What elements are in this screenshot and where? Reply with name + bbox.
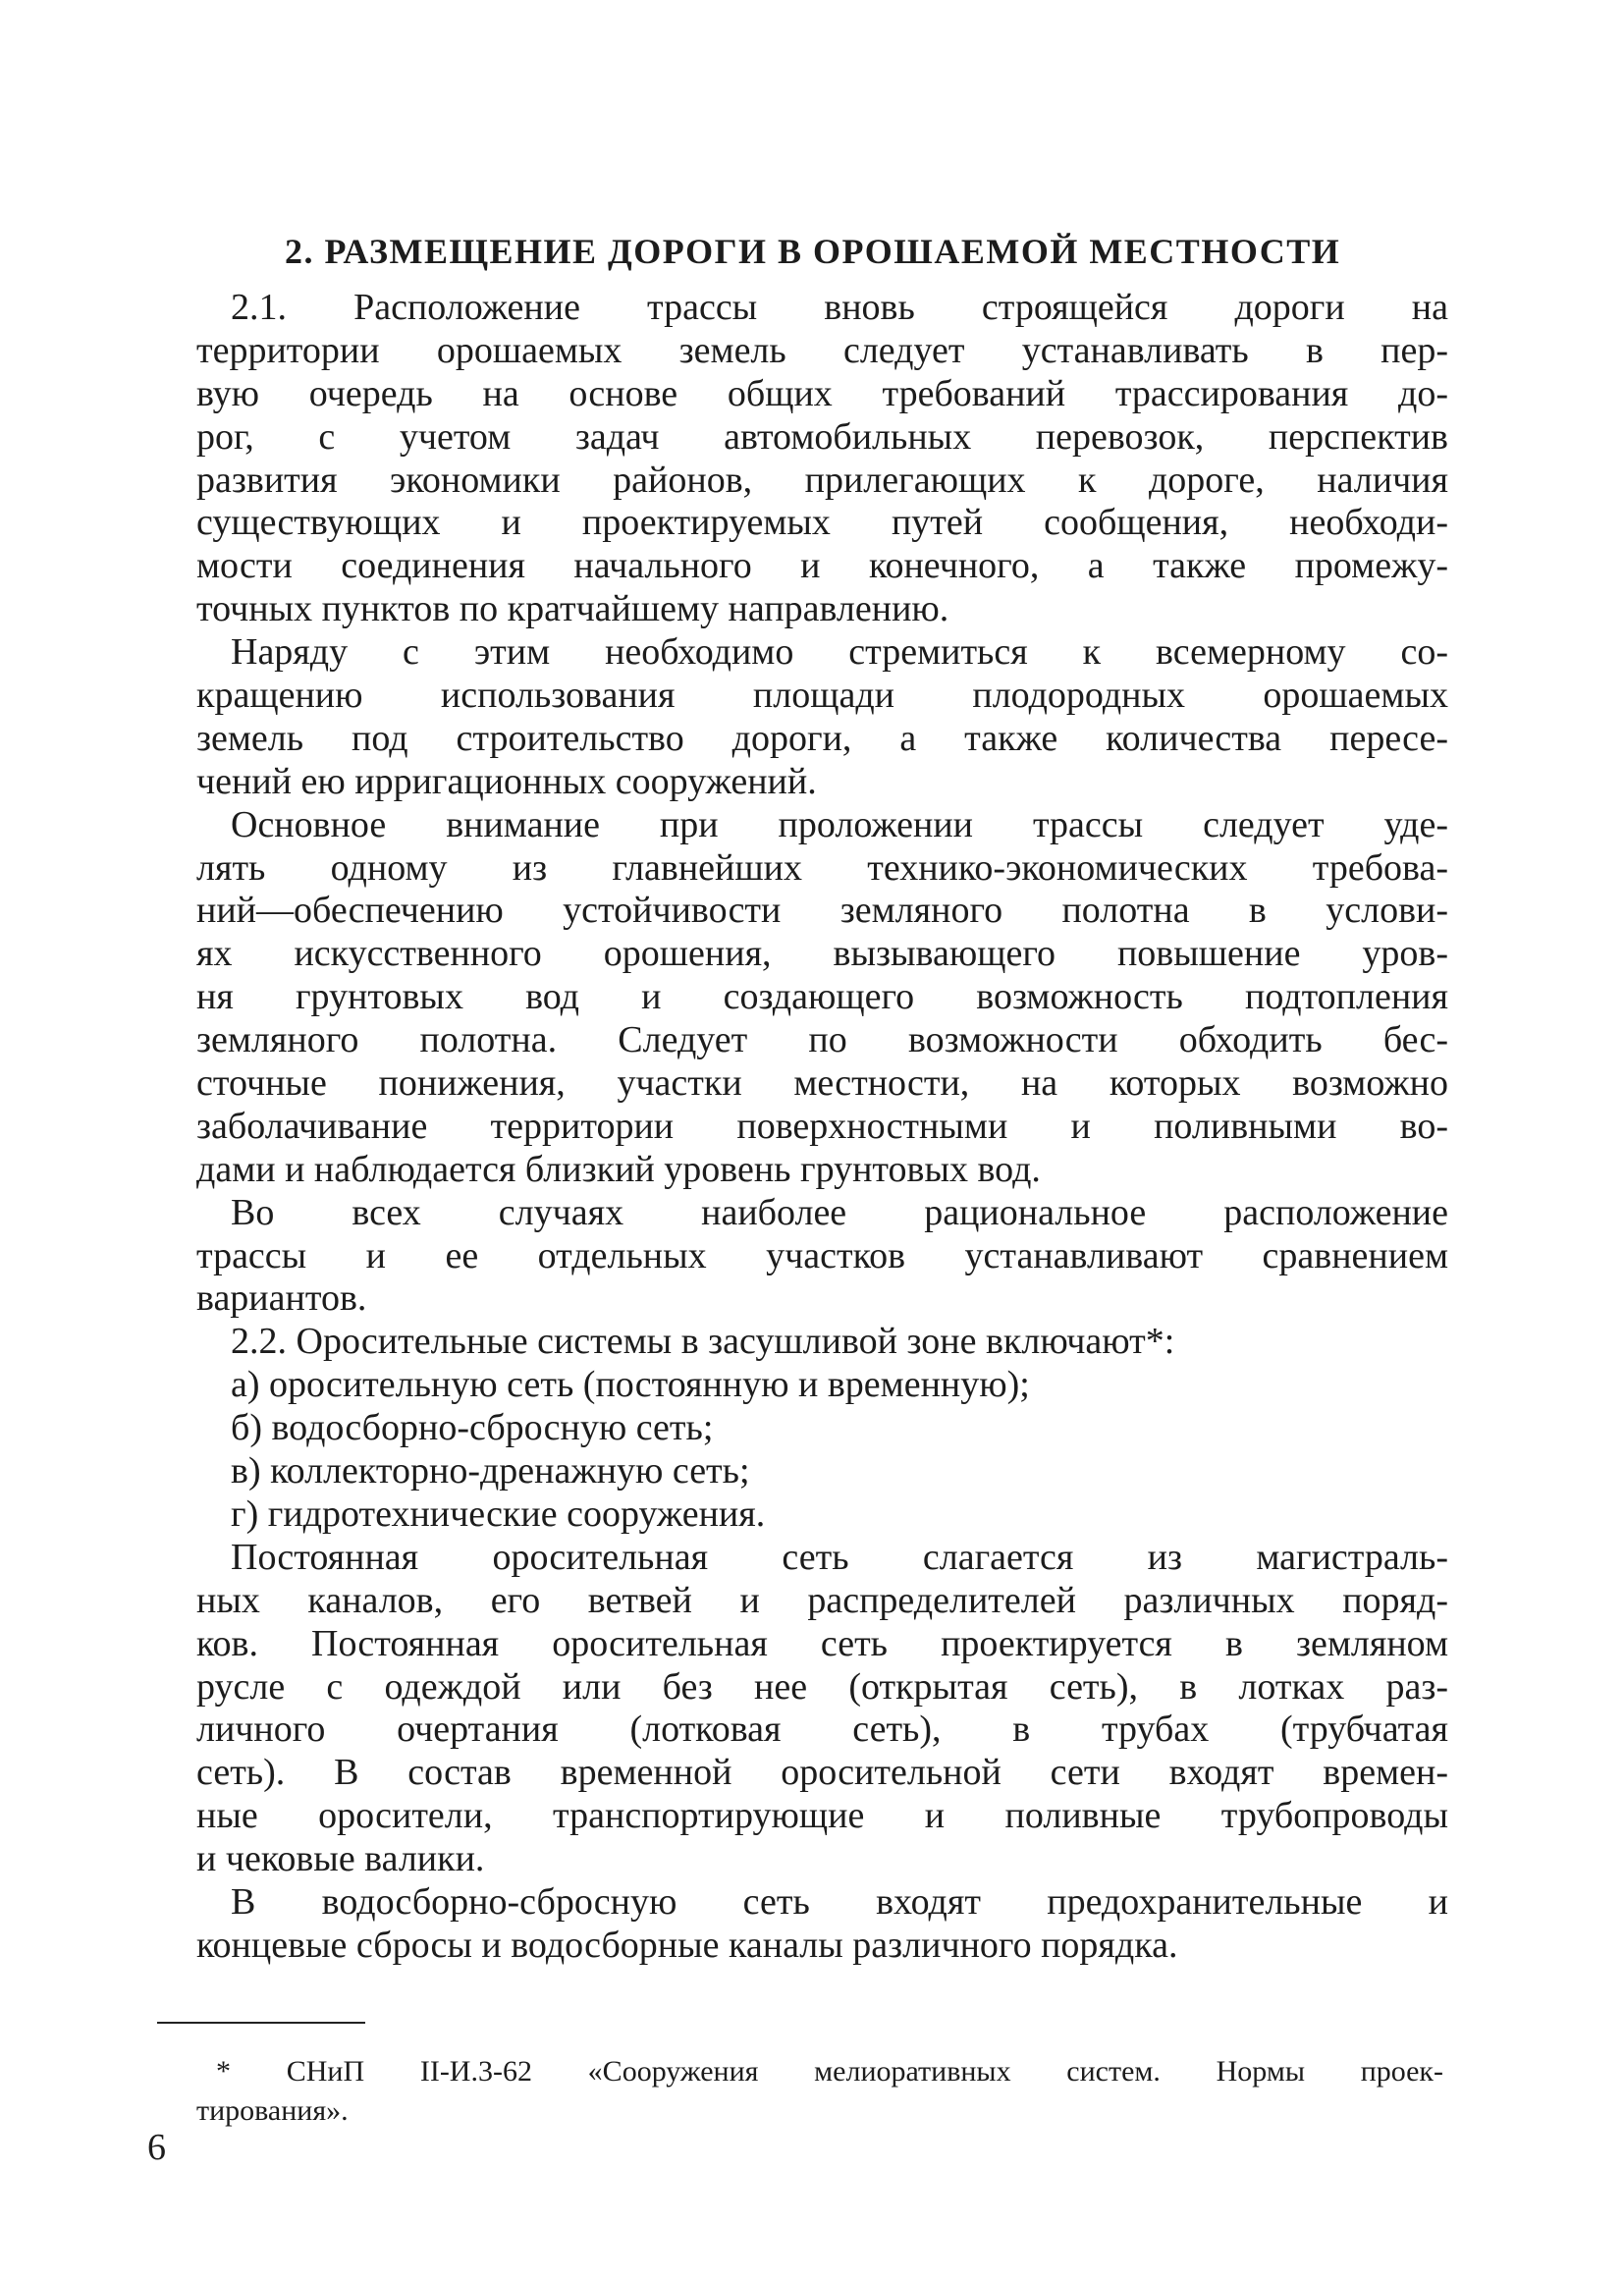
text-line: чений ею ирригационных сооружений. <box>196 760 817 802</box>
body-text <box>196 287 1448 1968</box>
text-line: в) коллекторно-дренажную сеть; <box>231 1450 750 1492</box>
text-line: лять одному из главнейших технико-экономических требова- <box>196 846 1448 889</box>
text-line: вариантов. <box>196 1277 367 1320</box>
text-line: русле с одеждой или без нее (открытая сеть), в лотках раз- <box>196 1665 1448 1708</box>
text-line: кращению использования площади плодородных орошаемых <box>196 675 1448 717</box>
text-line: ний—обеспечению устойчивости земляного полотна в услови- <box>196 890 1448 932</box>
text-line: 2.1. Расположение трассы вновь строящейся дороги на <box>231 287 1448 328</box>
text-line: а) оросительную сеть (постоянную и временную); <box>231 1364 1030 1406</box>
text-line: рог, с учетом задач автомобильных перевозок, перспектив <box>196 415 1448 458</box>
text-line: и чековые валики. <box>196 1838 485 1880</box>
text-line: В водосборно-сбросную сеть входят предохранительные и <box>231 1880 1448 1923</box>
footnote <box>196 2052 1443 2131</box>
text-line: ных каналов, его ветвей и распределителей различных поряд- <box>196 1579 1448 1621</box>
text-line: территории орошаемых земель следует устанавливать в пер- <box>196 329 1448 371</box>
page-number: 6 <box>147 2127 166 2168</box>
text-line: Постоянная оросительная сеть слагается из магистраль- <box>231 1536 1448 1578</box>
text-line: 2.2. Оросительные системы в засушливой зоне включают*: <box>231 1321 1175 1363</box>
text-line: развития экономики районов, прилегающих к дороге, наличия <box>196 459 1448 501</box>
text-line: ков. Постоянная оросительная сеть проектируется в земляном <box>196 1622 1448 1664</box>
text-line: вую очередь на основе общих требований трассирования до- <box>196 372 1448 414</box>
text-line: дами и наблюдается близкий уровень грунтовых вод. <box>196 1148 1041 1190</box>
footnote-line: тирования». <box>196 2094 349 2127</box>
text-line: Наряду с этим необходимо стремиться к всемерному со- <box>231 631 1448 674</box>
text-line: ня грунтовых вод и создающего возможность подтопления <box>196 976 1448 1018</box>
text-line: земель под строительство дороги, а также количества пересе- <box>196 717 1448 759</box>
text-line: земляного полотна. Следует по возможности обходить бес- <box>196 1019 1448 1061</box>
text-line: сеть). В состав временной оросительной сети входят времен- <box>196 1752 1448 1794</box>
section-heading: 2. РАЗМЕЩЕНИЕ ДОРОГИ В ОРОШАЕМОЙ МЕСТНОСТИ <box>285 232 1341 271</box>
text-line: Во всех случаях наиболее рациональное расположение <box>231 1191 1448 1233</box>
text-line: трассы и ее отдельных участков устанавливают сравнением <box>196 1234 1448 1276</box>
text-line: Основное внимание при проложении трассы следует уде- <box>231 803 1448 845</box>
footnote-line: * СНиП II-И.3-62 «Сооружения мелиоративных систем. Нормы проек- <box>216 2055 1443 2088</box>
text-line: заболачивание территории поверхностными и поливными во- <box>196 1105 1448 1147</box>
text-line: концевые сбросы и водосборные каналы различного порядка. <box>196 1924 1178 1966</box>
text-line: существующих и проектируемых путей сообщения, необходи- <box>196 502 1448 544</box>
text-line: точных пунктов по кратчайшему направлению. <box>196 588 949 630</box>
footnote-divider <box>157 2022 365 2024</box>
text-line: б) водосборно-сбросную сеть; <box>231 1407 714 1449</box>
text-line: ях искусственного орошения, вызывающего повышение уров- <box>196 933 1448 975</box>
text-line: г) гидротехнические сооружения. <box>231 1492 766 1535</box>
text-line: ные оросители, транспортирующие и поливные трубопроводы <box>196 1795 1448 1837</box>
text-line: сточные понижения, участки местности, на которых возможно <box>196 1062 1448 1105</box>
text-line: личного очертания (лотковая сеть), в трубах (трубчатая <box>196 1709 1448 1751</box>
text-line: мости соединения начального и конечного, а также промежу- <box>196 545 1448 587</box>
